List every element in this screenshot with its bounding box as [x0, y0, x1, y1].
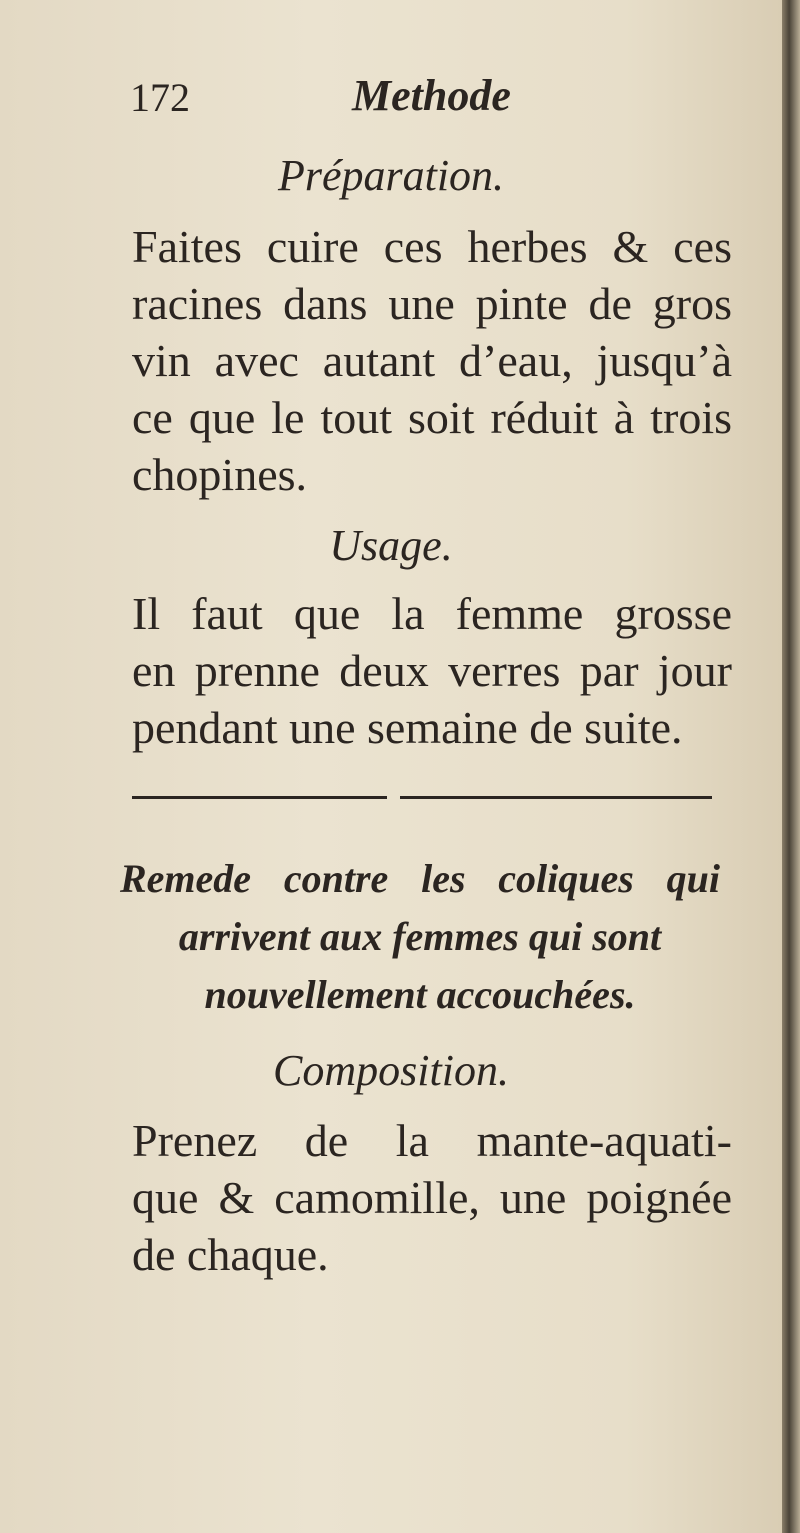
- heading-line: Remede contre les coliques qui: [120, 856, 720, 901]
- running-head: Methode: [352, 71, 511, 120]
- page-number: 172: [130, 75, 190, 120]
- text-line: ce que le tout soit réduit à trois: [132, 392, 732, 443]
- text-line: pendant une semaine de suite.: [132, 702, 683, 753]
- divider-right: [400, 796, 712, 799]
- page-gutter-shadow: [782, 0, 800, 1533]
- text-line: chopines.: [132, 449, 308, 500]
- text-line: que & camomille, une poignée: [132, 1172, 732, 1223]
- composition-paragraph: [132, 1112, 732, 1283]
- section-title-preparation: Préparation.: [277, 151, 505, 200]
- usage-paragraph: [132, 585, 732, 756]
- preparation-paragraph: [132, 218, 732, 503]
- text-line: Faites cuire ces herbes & ces: [132, 221, 732, 272]
- remedy-heading: [120, 850, 720, 1024]
- text-line: en prenne deux verres par jour: [132, 645, 732, 696]
- text-line: vin avec autant d’eau, jusqu’à: [132, 335, 732, 386]
- section-title-usage: Usage.: [329, 521, 453, 570]
- text-line: Il faut que la femme grosse: [132, 588, 732, 639]
- divider-left: [132, 796, 387, 799]
- page-header: [130, 70, 730, 130]
- text-line: de chaque.: [132, 1229, 329, 1280]
- section-title-composition: Composition.: [273, 1046, 509, 1095]
- heading-line: arrivent aux femmes qui sont: [178, 914, 662, 959]
- text-line: Prenez de la mante-aquati-: [132, 1115, 732, 1166]
- heading-line: nouvellement accouchées.: [204, 972, 636, 1017]
- text-line: racines dans une pinte de gros: [132, 278, 732, 329]
